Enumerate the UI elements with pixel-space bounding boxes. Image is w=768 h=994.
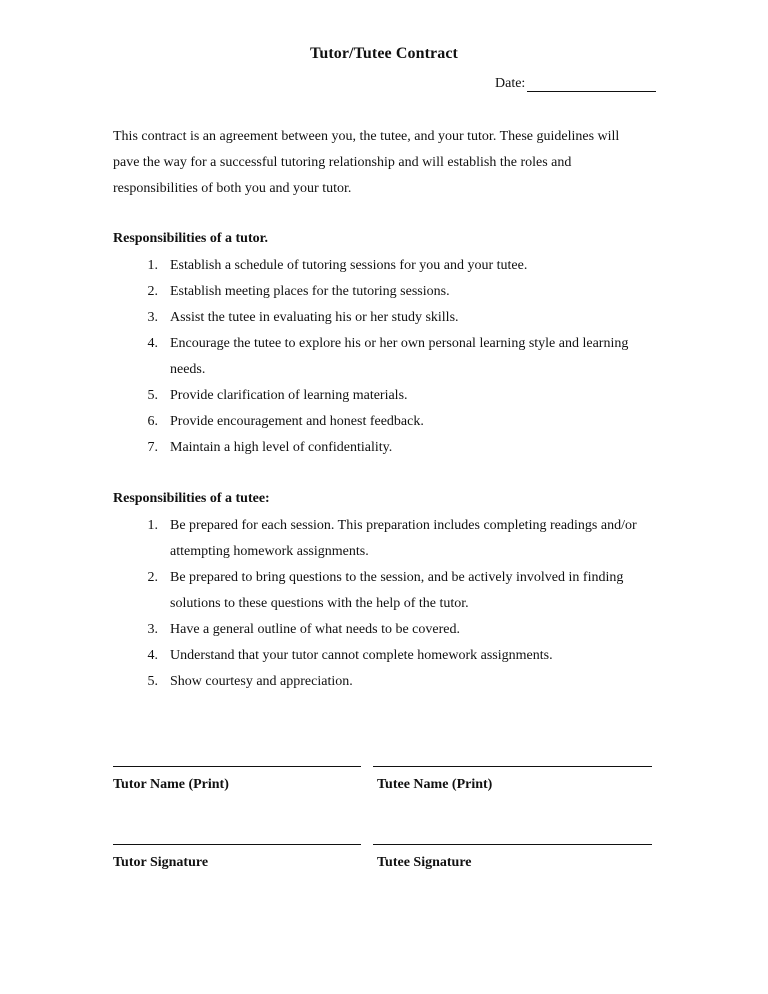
list-item — [113, 669, 653, 695]
tutee-signature-line[interactable] — [373, 844, 652, 845]
list-item-number: 5. — [147, 388, 158, 403]
tutor-name-label: Tutor Name (Print) — [113, 777, 229, 792]
list-item-text: Establish a schedule of tutoring sessions for you and your tutee. — [170, 258, 528, 273]
list-item-number: 4. — [147, 336, 158, 351]
list-item-number: 5. — [147, 674, 158, 689]
list-item-number: 3. — [147, 310, 158, 325]
list-item-text: Encourage the tutee to explore his or her own personal learning style and learning needs. — [170, 336, 629, 377]
tutor-responsibilities-heading: Responsibilities of a tutor. — [113, 231, 269, 246]
tutor-name-line[interactable] — [113, 766, 361, 767]
list-item-text: Assist the tutee in evaluating his or her study skills. — [170, 310, 459, 325]
date-label: Date: — [495, 76, 526, 91]
list-item-number: 4. — [147, 648, 158, 663]
list-item-number: 7. — [147, 440, 158, 455]
list-item-text: Have a general outline of what needs to be covered. — [170, 622, 460, 637]
list-item — [113, 617, 653, 643]
list-item — [113, 513, 653, 565]
tutee-name-line[interactable] — [373, 766, 652, 767]
list-item-text: Be prepared for each session. This preparation includes completing readings and/or attempting homework assignments. — [170, 518, 637, 559]
list-item — [113, 409, 653, 435]
intro-paragraph: This contract is an agreement between you, the tutee, and your tutor. These guidelines will pave the way for a successful tutoring relationship and will establish the roles and responsibilities of both you and your tutor. — [113, 129, 620, 196]
list-item — [113, 305, 653, 331]
tutor-signature-label: Tutor Signature — [113, 855, 209, 870]
list-item-text: Be prepared to bring questions to the session, and be actively involved in finding solutions to these questions with the help of the tutor. — [170, 570, 624, 611]
list-item — [113, 643, 653, 669]
tutor-responsibilities-list — [113, 253, 653, 461]
list-item-number: 2. — [147, 284, 158, 299]
list-item — [113, 435, 653, 461]
list-item-number: 1. — [147, 518, 158, 533]
list-item-text: Establish meeting places for the tutoring sessions. — [170, 284, 450, 299]
tutee-name-label: Tutee Name (Print) — [377, 777, 493, 792]
date-blank-line — [527, 77, 656, 92]
list-item-text: Provide encouragement and honest feedback. — [170, 414, 424, 429]
tutee-signature-label: Tutee Signature — [377, 855, 472, 870]
tutor-signature-line[interactable] — [113, 844, 361, 845]
tutee-responsibilities-heading: Responsibilities of a tutee: — [113, 491, 270, 506]
list-item-number: 6. — [147, 414, 158, 429]
list-item-text: Provide clarification of learning materials. — [170, 388, 408, 403]
list-item-text: Maintain a high level of confidentiality. — [170, 440, 393, 455]
list-item — [113, 331, 653, 383]
list-item-text: Show courtesy and appreciation. — [170, 674, 353, 689]
date-field — [495, 76, 656, 92]
document-title: Tutor/Tutee Contract — [310, 45, 458, 62]
list-item — [113, 253, 653, 279]
list-item — [113, 565, 653, 617]
tutee-responsibilities-list — [113, 513, 653, 695]
list-item — [113, 383, 653, 409]
list-item-number: 3. — [147, 622, 158, 637]
list-item — [113, 279, 653, 305]
list-item-number: 2. — [147, 570, 158, 585]
list-item-text: Understand that your tutor cannot complete homework assignments. — [170, 648, 553, 663]
list-item-number: 1. — [147, 258, 158, 273]
